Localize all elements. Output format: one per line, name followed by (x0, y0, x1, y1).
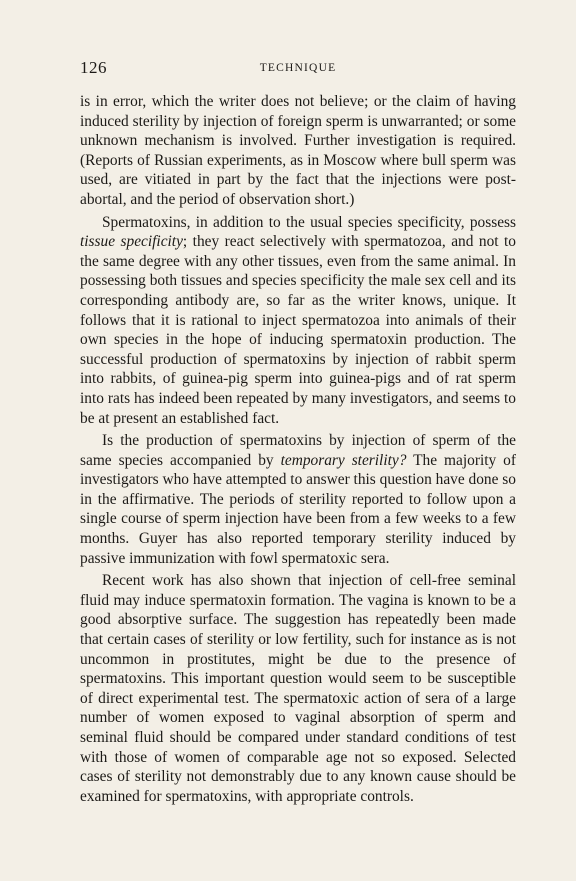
running-head (80, 58, 516, 82)
body-text (80, 92, 516, 806)
page-number: 126 (80, 58, 107, 77)
paragraph-4 (80, 571, 516, 806)
paragraph-2 (80, 213, 516, 429)
emphasis-tissue-specificity: tissue specificity (80, 233, 183, 251)
paragraph-3 (80, 431, 516, 568)
paragraph-2-text-end: ; they react selectively with spermatozoa, and not to the same degree with any other tissues, even from the same animal. In possessing both tissues and species specificity the male sex cell and its corresponding antibody are, so far as the writer knows, unique. It follows that it is rational to inject spermatozoa into animals of their own species in the hope of inducing spermatoxin production. The successful production of spermatoxins by injection of rabbit sperm into rabbits, of guinea-pig sperm into guinea-pigs and of rat sperm into rats has indeed been repeated by many investigators, and seems to be at present an established fact. (80, 233, 516, 427)
section-title: TECHNIQUE (259, 62, 337, 74)
paragraph-2-text-start: Spermatoxins, in addition to the usual species specificity, possess (102, 213, 516, 231)
paragraph-3-text-start: Is the production of spermatoxins by injection of sperm of the same species accompanied by (80, 432, 516, 469)
paragraph-1-text: is in error, which the writer does not believe; or the claim of having induced sterility by injection of foreign sperm is unwarranted; or some unknown mechanism is involved. Further investigation is required. (Reports of Russian experiments, as in Moscow where bull sperm was used, are vitiated in part by the fact that the injections were post-abortal, and the period of observation short.) (80, 93, 516, 208)
emphasis-temporary-sterility: temporary sterility? (280, 451, 407, 469)
paragraph-4-text: Recent work has also shown that injection of cell-free seminal fluid may induce spermatoxin formation. The vagina is known to be a good absorptive surface. The suggestion has repeatedly been made that certain cases of sterility or low fertility, such for instance as is not uncommon in prostitutes, might be due to the presence of spermatoxins. This important question would seem to be susceptible of direct experimental test. The spermatoxic action of sera of a large number of women exposed to vaginal absorption of sperm and seminal fluid should be compared under standard conditions of test with those of women of comparable age not so exposed. Selected cases of sterility not demonstrably due to any known cause should be examined for spermatoxins, with appropriate controls. (80, 572, 516, 805)
paragraph-3-text-end: The majority of investigators who have attempted to answer this question have done so in the affirmative. The periods of sterility reported to follow upon a single course of sperm injection have been from a few weeks to a few months. Guyer has also reported temporary sterility induced by passive immunization with fowl spermatoxic sera. (80, 451, 516, 567)
paragraph-1 (80, 92, 516, 210)
